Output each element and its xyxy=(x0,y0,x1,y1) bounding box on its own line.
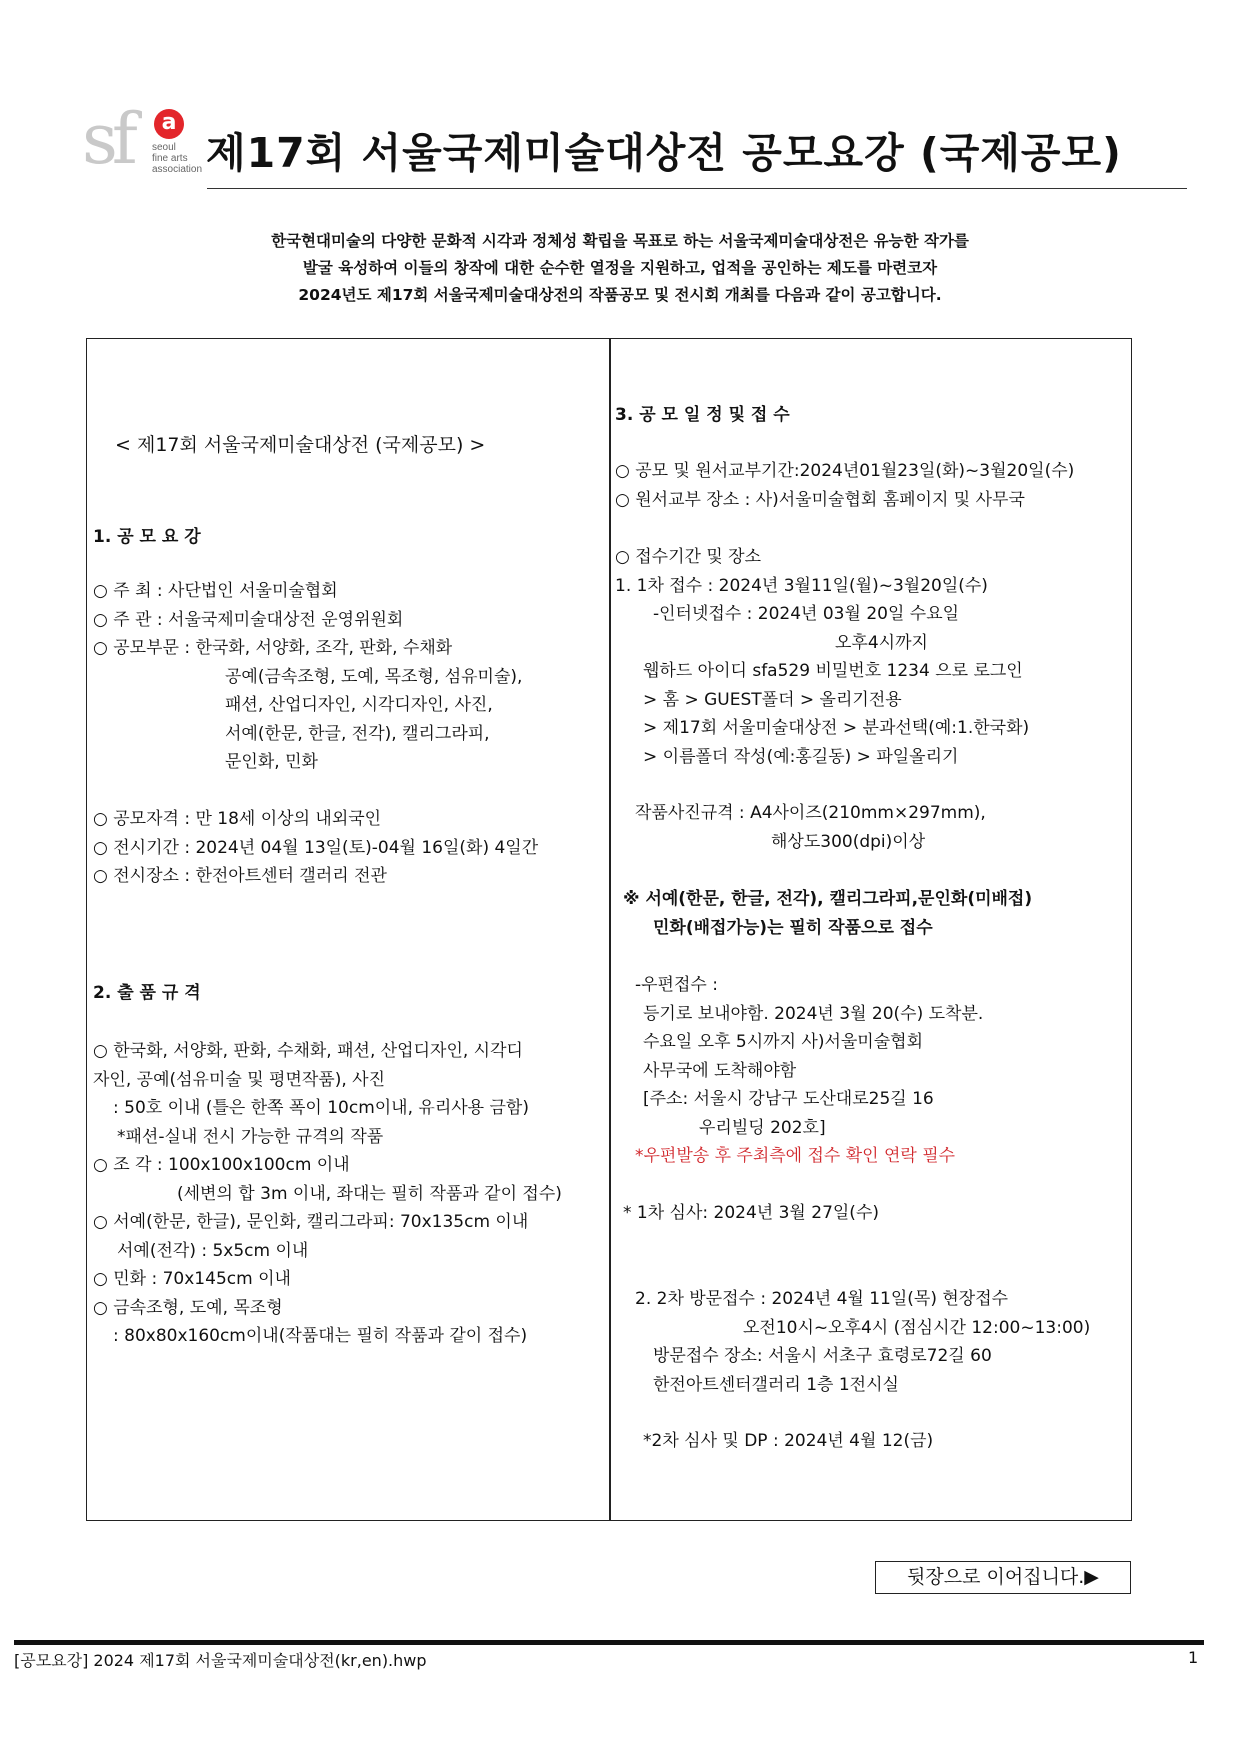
mail-line: 사무국에 도착해야함 xyxy=(643,1060,797,1081)
s2-line: *패션-실내 전시 가능한 규격의 작품 xyxy=(117,1126,384,1147)
sfa-logo xyxy=(82,92,202,182)
logo-tagline: seoul fine arts association xyxy=(152,142,203,175)
s1-line: ○ 전시장소 : 한전아트센터 갤러리 전관 xyxy=(93,866,387,886)
s2-line: 서예(전각) : 5x5cm 이내 xyxy=(117,1240,309,1261)
s1-line: 공예(금속조형, 도예, 목조형, 섬유미술), xyxy=(225,666,523,687)
s3-line: > 이름폴더 작성(예:홍길동) > 파일올리기 xyxy=(643,746,959,767)
photo-spec-line: 작품사진규격 : A4사이즈(210mm×297mm), xyxy=(635,803,986,823)
s3-line: 1. 1차 접수 : 2024년 3월11일(월)~3월20일(수) xyxy=(615,575,988,596)
column-divider xyxy=(609,339,611,1520)
s3-line: -인터넷접수 : 2024년 03월 20일 수요일 xyxy=(653,604,960,624)
page-title: 제17회 서울국제미술대상전 공모요강 (국제공모) xyxy=(206,129,1122,177)
s2-line: ○ 조 각 : 100x100x100cm 이내 xyxy=(93,1155,350,1175)
notice-line: ※ 서예(한문, 한글, 전각), 캘리그라피,문인화(미배접) xyxy=(623,889,1033,909)
s3-line: > 홈 > GUEST폴더 > 올리기전용 xyxy=(643,689,902,710)
review-1-date: * 1차 심사: 2024년 3월 27일(수) xyxy=(623,1203,879,1223)
s2-line: ○ 민화 : 70x145cm 이내 xyxy=(93,1269,291,1289)
section-1-title: 1. 공 모 요 강 xyxy=(93,527,201,547)
mail-line: -우편접수 : xyxy=(635,975,718,995)
mail-line: [주소: 서울시 강남구 도산대로25길 16 xyxy=(643,1089,934,1109)
s1-line: ○ 공모부문 : 한국화, 서양화, 조각, 판화, 수채화 xyxy=(93,638,453,658)
s2-line: : 80x80x160cm이내(작품대는 필히 작품과 같이 접수) xyxy=(113,1326,528,1346)
notice-line: 민화(배접가능)는 필히 작품으로 접수 xyxy=(653,917,933,938)
page-header xyxy=(80,92,1120,192)
mail-line: 우리빌딩 202호] xyxy=(699,1117,826,1138)
s2-line: : 50호 이내 (틀은 한쪽 폭이 10cm이내, 유리사용 금함) xyxy=(113,1098,529,1118)
s1-line: 문인화, 민화 xyxy=(225,752,318,772)
s2-line: (세변의 합 3m 이내, 좌대는 필히 작품과 같이 접수) xyxy=(177,1183,562,1204)
s3-line: 오후4시까지 xyxy=(835,632,928,653)
s1-line: 서예(한문, 한글, 전각), 캘리그라피, xyxy=(225,723,490,744)
logo-accent-letter: a xyxy=(154,109,184,139)
s3-line: 웹하드 아이디 sfa529 비밀번호 1234 으로 로그인 xyxy=(643,661,1023,681)
s1-line: ○ 전시기간 : 2024년 04월 13일(토)-04월 16일(화) 4일간 xyxy=(93,837,539,858)
mail-line: 등기로 보내야함. 2024년 3월 20(수) 도착분. xyxy=(643,1003,984,1024)
intro-line: 한국현대미술의 다양한 문화적 시각과 정체성 확립을 목표로 하는 서울국제미술대상전은 유능한 작가를 xyxy=(271,232,969,250)
title-underline xyxy=(207,188,1187,189)
logo-mark: sf xyxy=(82,98,132,180)
s1-line: ○ 공모자격 : 만 18세 이상의 내외국인 xyxy=(93,809,382,829)
intro-paragraph xyxy=(80,228,1160,309)
footer-rule xyxy=(14,1640,1204,1645)
left-heading: < 제17회 서울국제미술대상전 (국제공모) > xyxy=(115,434,486,456)
s2-line: ○ 서예(한문, 한글), 문인화, 캘리그라피: 70x135cm 이내 xyxy=(93,1212,529,1232)
round-2-line: 오전10시~오후4시 (점심시간 12:00~13:00) xyxy=(743,1317,1091,1338)
mail-line: 수요일 오후 5시까지 사)서울미술협회 xyxy=(643,1032,923,1052)
page-number: 1 xyxy=(1188,1648,1199,1667)
s1-line: 패션, 산업디자인, 시각디자인, 사진, xyxy=(225,695,493,715)
content-table xyxy=(86,338,1132,1521)
section-2-title: 2. 출 품 규 격 xyxy=(93,983,201,1003)
review-2-date: *2차 심사 및 DP : 2024년 4월 12(금) xyxy=(643,1431,934,1451)
s3-line: ○ 원서교부 장소 : 사)서울미술협회 홈페이지 및 사무국 xyxy=(615,489,1025,510)
s1-line: ○ 주 최 : 사단법인 서울미술협회 xyxy=(93,581,338,601)
s2-line: 자인, 공예(섬유미술 및 평면작품), 사진 xyxy=(93,1069,386,1090)
round-2-line: 한전아트센터갤러리 1층 1전시실 xyxy=(653,1374,899,1395)
round-2-line: 2. 2차 방문접수 : 2024년 4월 11일(목) 현장접수 xyxy=(635,1289,1009,1309)
s3-line: ○ 접수기간 및 장소 xyxy=(615,547,761,567)
mail-warning: *우편발송 후 주최측에 접수 확인 연락 필수 xyxy=(635,1146,956,1166)
s3-line: > 제17회 서울미술대상전 > 분과선택(예:1.한국화) xyxy=(643,718,1030,738)
intro-line: 발굴 육성하여 이들의 창작에 대한 순수한 열정을 지원하고, 업적을 공인하는 제도를 마련코자 xyxy=(302,259,938,277)
section-3-title: 3. 공 모 일 정 및 접 수 xyxy=(615,405,790,425)
footer-filename: [공모요강] 2024 제17회 서울국제미술대상전(kr,en).hwp xyxy=(14,1651,427,1670)
intro-line: 2024년도 제17회 서울국제미술대상전의 작품공모 및 전시회 개최를 다음과 같이 공고합니다. xyxy=(298,286,942,304)
round-2-line: 방문접수 장소: 서울시 서초구 효령로72길 60 xyxy=(653,1346,992,1366)
continue-notice: 뒷장으로 이어집니다.▶ xyxy=(875,1561,1131,1594)
s1-line: ○ 주 관 : 서울국제미술대상전 운영위원회 xyxy=(93,609,404,630)
photo-spec-line: 해상도300(dpi)이상 xyxy=(771,831,926,852)
s3-line: ○ 공모 및 원서교부기간:2024년01월23일(화)~3월20일(수) xyxy=(615,461,1075,481)
s2-line: ○ 금속조형, 도예, 목조형 xyxy=(93,1297,283,1318)
s2-line: ○ 한국화, 서양화, 판화, 수채화, 패션, 산업디자인, 시각디 xyxy=(93,1041,523,1061)
